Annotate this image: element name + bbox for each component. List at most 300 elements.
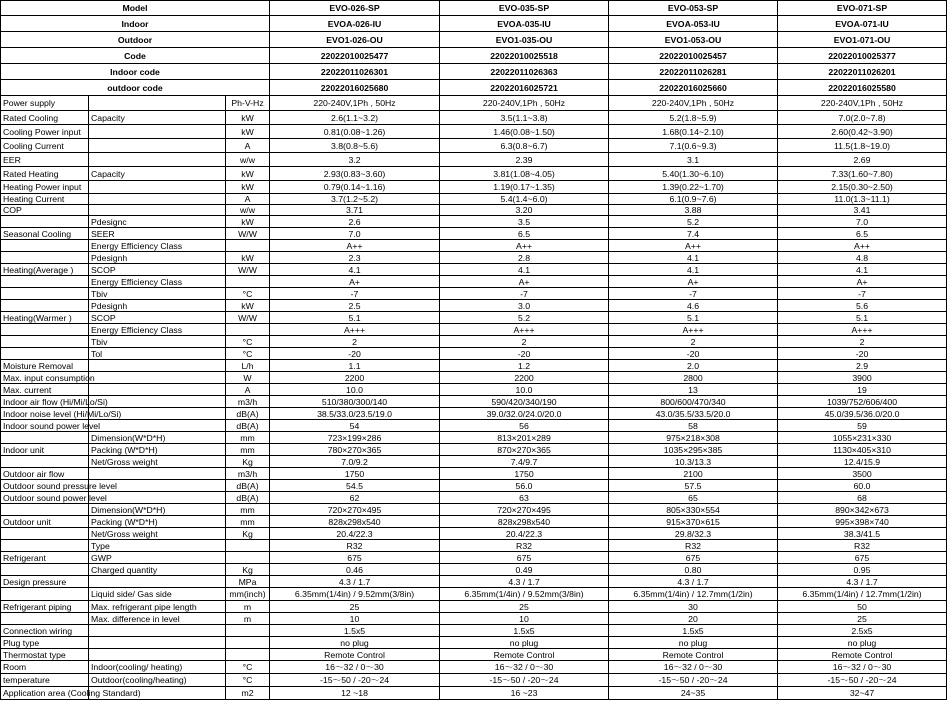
param-label (1, 528, 89, 540)
header-row (1, 48, 947, 64)
value-cell: 2.93(0.83~3.60) (270, 167, 440, 181)
spec-row (1, 637, 947, 649)
spec-row (1, 336, 947, 348)
value-cell: 890×342×673 (778, 504, 947, 516)
model-cell: EVO-071-SP (778, 1, 947, 16)
value-cell: 590/420/340/190 (440, 396, 609, 408)
unit-cell (226, 625, 270, 637)
value-cell: 3.41 (778, 205, 947, 216)
value-cell: no plug (440, 637, 609, 649)
param-label (1, 456, 89, 468)
value-cell: 5.6 (778, 300, 947, 312)
header-label: Indoor code (1, 64, 270, 80)
value-cell: 2100 (609, 468, 778, 480)
unit-cell: dB(A) (226, 408, 270, 420)
value-cell: 4.3 / 1.7 (270, 576, 440, 588)
value-cell: 2.69 (778, 153, 947, 167)
param-label (1, 504, 89, 516)
unit-cell: kW (226, 216, 270, 228)
value-cell: 2 (440, 336, 609, 348)
value-cell: 4.3 / 1.7 (440, 576, 609, 588)
value-cell: 57.5 (609, 480, 778, 492)
value-cell: A+++ (270, 324, 440, 336)
spec-row (1, 674, 947, 687)
unit-cell: A (226, 384, 270, 396)
param-sublabel (89, 153, 226, 167)
value-cell: 5.4(1.4~6.0) (440, 194, 609, 205)
value-cell: 3500 (778, 468, 947, 480)
param-label: Outdoor air flow (1, 468, 89, 480)
value-cell: -7 (609, 288, 778, 300)
value-cell: 59 (778, 420, 947, 432)
param-sublabel: Energy Efficiency Class (89, 240, 226, 252)
spec-row (1, 420, 947, 432)
value-cell: 5.1 (609, 312, 778, 324)
param-sublabel: Pdesignh (89, 300, 226, 312)
value-cell: 54.5 (270, 480, 440, 492)
value-cell: -20 (778, 348, 947, 360)
value-cell: Remote Control (270, 649, 440, 661)
value-cell: 20 (609, 613, 778, 625)
value-cell: A++ (778, 240, 947, 252)
param-label (1, 240, 89, 252)
header-label: outdoor code (1, 80, 270, 96)
spec-row (1, 194, 947, 205)
unit-cell (226, 637, 270, 649)
unit-cell: mm (226, 444, 270, 456)
value-cell: 813×201×289 (440, 432, 609, 444)
param-label: Outdoor unit (1, 516, 89, 528)
value-cell: 1.68(0.14~2.10) (609, 125, 778, 139)
param-label (1, 588, 89, 601)
value-cell: 65 (609, 492, 778, 504)
param-label: EER (1, 153, 89, 167)
param-sublabel: Capacity (89, 111, 226, 125)
param-sublabel: Tbiv (89, 288, 226, 300)
value-cell: 828x298x540 (270, 516, 440, 528)
value-cell: 7.0/9.2 (270, 456, 440, 468)
spec-row (1, 276, 947, 288)
param-label: Heating Power input (1, 181, 89, 194)
spec-row (1, 528, 947, 540)
value-cell: 25 (778, 613, 947, 625)
value-cell: 3900 (778, 372, 947, 384)
spec-row (1, 324, 947, 336)
value-cell: 720×270×495 (440, 504, 609, 516)
spec-row (1, 125, 947, 139)
value-cell: 2.6(1.1~3.2) (270, 111, 440, 125)
value-cell: Remote Control (778, 649, 947, 661)
value-cell: 7.33(1.60~7.80) (778, 167, 947, 181)
value-cell: A++ (440, 240, 609, 252)
value-cell: 2800 (609, 372, 778, 384)
value-cell: -20 (270, 348, 440, 360)
value-cell: 4.8 (778, 252, 947, 264)
value-cell: 12.4/15.9 (778, 456, 947, 468)
param-label: Outdoor sound power level (1, 492, 89, 504)
value-cell: -20 (609, 348, 778, 360)
spec-row (1, 153, 947, 167)
value-cell: Remote Control (609, 649, 778, 661)
value-cell: 3.81(1.08~4.05) (440, 167, 609, 181)
unit-cell: °C (226, 336, 270, 348)
spec-row (1, 588, 947, 601)
param-sublabel (89, 181, 226, 194)
value-cell: 43.0/35.5/33.5/20.0 (609, 408, 778, 420)
value-cell: 975×218×308 (609, 432, 778, 444)
value-cell: 2.60(0.42~3.90) (778, 125, 947, 139)
value-cell: 800/600/470/340 (609, 396, 778, 408)
value-cell: 220-240V,1Ph , 50Hz (440, 96, 609, 111)
unit-cell: m (226, 613, 270, 625)
param-label: Thermostat type (1, 649, 89, 661)
model-cell: EVO1-053-OU (609, 32, 778, 48)
value-cell: 675 (270, 552, 440, 564)
param-sublabel (89, 384, 226, 396)
value-cell: 7.0(2.0~7.8) (778, 111, 947, 125)
model-cell: 22022016025660 (609, 80, 778, 96)
value-cell: 2.5x5 (778, 625, 947, 637)
value-cell: 780×270×365 (270, 444, 440, 456)
param-label: Rated Heating (1, 167, 89, 181)
param-sublabel (89, 625, 226, 637)
param-sublabel: Outdoor(cooling/heating) (89, 674, 226, 687)
model-cell: EVOA-071-IU (778, 16, 947, 32)
param-sublabel: Packing (W*D*H) (89, 516, 226, 528)
spec-row (1, 240, 947, 252)
value-cell: 6.35mm(1/4in) / 12.7mm(1/2in) (778, 588, 947, 601)
value-cell: 4.3 / 1.7 (609, 576, 778, 588)
value-cell: 0.95 (778, 564, 947, 576)
value-cell: 1130×405×310 (778, 444, 947, 456)
value-cell: -15～50 / -20～24 (270, 674, 440, 687)
value-cell: 1750 (270, 468, 440, 480)
value-cell: 60.0 (778, 480, 947, 492)
param-label: COP (1, 205, 89, 216)
param-sublabel: SCOP (89, 264, 226, 276)
spec-row (1, 661, 947, 674)
param-sublabel: SCOP (89, 312, 226, 324)
value-cell: 0.49 (440, 564, 609, 576)
value-cell: 10 (440, 613, 609, 625)
value-cell: 4.1 (609, 264, 778, 276)
param-label: Indoor noise level (Hi/Mi/Lo/Si) (1, 408, 89, 420)
param-sublabel: Net/Gross weight (89, 528, 226, 540)
value-cell: R32 (270, 540, 440, 552)
value-cell: 63 (440, 492, 609, 504)
param-label: Heating(Warmer ) (1, 312, 89, 324)
model-cell: 22022011026281 (609, 64, 778, 80)
spec-row (1, 625, 947, 637)
spec-row (1, 384, 947, 396)
param-label: Heating Current (1, 194, 89, 205)
unit-cell: W (226, 372, 270, 384)
value-cell: 25 (270, 601, 440, 613)
param-label (1, 348, 89, 360)
param-sublabel: Liquid side/ Gas side (89, 588, 226, 601)
unit-cell: w/w (226, 205, 270, 216)
unit-cell: m2 (226, 687, 270, 700)
value-cell: 11.0(1.3~11.1) (778, 194, 947, 205)
value-cell: 58 (609, 420, 778, 432)
unit-cell: Kg (226, 528, 270, 540)
spec-row (1, 540, 947, 552)
value-cell: -15～50 / -20～24 (609, 674, 778, 687)
spec-row (1, 516, 947, 528)
value-cell: A+ (609, 276, 778, 288)
value-cell: 4.1 (270, 264, 440, 276)
value-cell: 1055×231×330 (778, 432, 947, 444)
param-sublabel: Energy Efficiency Class (89, 276, 226, 288)
unit-cell (226, 240, 270, 252)
unit-cell: kW (226, 252, 270, 264)
param-label (1, 276, 89, 288)
param-sublabel: Dimension(W*D*H) (89, 504, 226, 516)
value-cell: -15～50 / -20～24 (778, 674, 947, 687)
value-cell: 220-240V,1Ph , 50Hz (609, 96, 778, 111)
value-cell: 3.20 (440, 205, 609, 216)
spec-row (1, 228, 947, 240)
value-cell: 2.0 (609, 360, 778, 372)
value-cell: 12 ~18 (270, 687, 440, 700)
param-label: Indoor air flow (Hi/Mi/Lo/Si) (1, 396, 89, 408)
value-cell: 6.5 (440, 228, 609, 240)
param-label: Design pressure (1, 576, 89, 588)
value-cell: no plug (609, 637, 778, 649)
value-cell: 2.8 (440, 252, 609, 264)
value-cell: 10.3/13.3 (609, 456, 778, 468)
spec-row (1, 408, 947, 420)
param-label: Power supply (1, 96, 89, 111)
param-label: Connection wiring (1, 625, 89, 637)
value-cell: 10 (270, 613, 440, 625)
param-sublabel: Packing (W*D*H) (89, 444, 226, 456)
value-cell: A+ (270, 276, 440, 288)
spec-row (1, 205, 947, 216)
value-cell: 3.7(1.2~5.2) (270, 194, 440, 205)
value-cell: 16～32 / 0～30 (609, 661, 778, 674)
param-sublabel (89, 396, 226, 408)
spec-row (1, 167, 947, 181)
param-label: Indoor sound power level (1, 420, 89, 432)
spec-row (1, 444, 947, 456)
unit-cell: A (226, 194, 270, 205)
spec-row (1, 480, 947, 492)
unit-cell: kW (226, 167, 270, 181)
value-cell: 915×370×615 (609, 516, 778, 528)
unit-cell (226, 276, 270, 288)
unit-cell: L/h (226, 360, 270, 372)
value-cell: 3.8(0.8~5.6) (270, 139, 440, 153)
value-cell: 1039/752/606/400 (778, 396, 947, 408)
param-sublabel (89, 194, 226, 205)
model-cell: 22022011026301 (270, 64, 440, 80)
spec-row (1, 504, 947, 516)
unit-cell: Ph-V-Hz (226, 96, 270, 111)
value-cell: 24~35 (609, 687, 778, 700)
unit-cell: mm (226, 432, 270, 444)
param-label: Moisture Removal (1, 360, 89, 372)
model-cell: EVO-053-SP (609, 1, 778, 16)
model-cell: 22022016025721 (440, 80, 609, 96)
param-label: Refrigerant (1, 552, 89, 564)
value-cell: 32~47 (778, 687, 947, 700)
model-cell: EVOA-053-IU (609, 16, 778, 32)
value-cell: 7.1(0.6~9.3) (609, 139, 778, 153)
value-cell: 39.0/32.0/24.0/20.0 (440, 408, 609, 420)
param-sublabel (89, 649, 226, 661)
param-label: Cooling Power input (1, 125, 89, 139)
model-cell: 22022016025680 (270, 80, 440, 96)
model-cell: EVO-026-SP (270, 1, 440, 16)
spec-row (1, 360, 947, 372)
unit-cell: °C (226, 288, 270, 300)
unit-cell: m3/h (226, 396, 270, 408)
value-cell: 10.0 (440, 384, 609, 396)
model-cell: 22022011026363 (440, 64, 609, 80)
model-cell: 22022010025457 (609, 48, 778, 64)
spec-row (1, 252, 947, 264)
param-sublabel: SEER (89, 228, 226, 240)
model-cell: 22022011026201 (778, 64, 947, 80)
unit-cell: °C (226, 674, 270, 687)
param-sublabel: Tbiv (89, 336, 226, 348)
value-cell: 675 (609, 552, 778, 564)
header-row (1, 16, 947, 32)
value-cell: 3.5 (440, 216, 609, 228)
value-cell: 50 (778, 601, 947, 613)
value-cell: 2 (778, 336, 947, 348)
header-label: Model (1, 1, 270, 16)
value-cell: 19 (778, 384, 947, 396)
value-cell: 510/380/300/140 (270, 396, 440, 408)
model-cell: EVOA-035-IU (440, 16, 609, 32)
value-cell: -7 (440, 288, 609, 300)
spec-row (1, 300, 947, 312)
unit-cell: kW (226, 125, 270, 139)
value-cell: 2 (270, 336, 440, 348)
header-label: Indoor (1, 16, 270, 32)
param-sublabel: Tol (89, 348, 226, 360)
value-cell: 1.39(0.22~1.70) (609, 181, 778, 194)
spec-table-body (1, 1, 947, 700)
value-cell: 6.35mm(1/4in) / 12.7mm(1/2in) (609, 588, 778, 601)
value-cell: 7.4 (609, 228, 778, 240)
param-label (1, 336, 89, 348)
unit-cell: w/w (226, 153, 270, 167)
unit-cell: dB(A) (226, 420, 270, 432)
value-cell: 5.2 (440, 312, 609, 324)
value-cell: -7 (778, 288, 947, 300)
value-cell: 1750 (440, 468, 609, 480)
unit-cell: kW (226, 181, 270, 194)
value-cell: A++ (270, 240, 440, 252)
value-cell: 38.3/41.5 (778, 528, 947, 540)
param-label: Indoor unit (1, 444, 89, 456)
param-sublabel (89, 372, 226, 384)
spec-row (1, 687, 947, 700)
param-sublabel: Pdesignh (89, 252, 226, 264)
value-cell: 45.0/39.5/36.0/20.0 (778, 408, 947, 420)
value-cell: 3.2 (270, 153, 440, 167)
value-cell: 4.3 / 1.7 (778, 576, 947, 588)
value-cell: A+ (778, 276, 947, 288)
param-label: Max. input consumption (1, 372, 89, 384)
model-cell: 22022016025580 (778, 80, 947, 96)
spec-row (1, 288, 947, 300)
value-cell: 5.1 (778, 312, 947, 324)
unit-cell: dB(A) (226, 480, 270, 492)
value-cell: 16 ~23 (440, 687, 609, 700)
unit-cell: kW (226, 111, 270, 125)
header-label: Code (1, 48, 270, 64)
model-cell: EVOA-026-IU (270, 16, 440, 32)
param-label: Seasonal Cooling (1, 228, 89, 240)
value-cell: 7.0 (778, 216, 947, 228)
value-cell: 16～32 / 0～30 (270, 661, 440, 674)
param-sublabel: Charged quantity (89, 564, 226, 576)
value-cell: 4.1 (609, 252, 778, 264)
value-cell: 1.1 (270, 360, 440, 372)
spec-row (1, 456, 947, 468)
param-label (1, 300, 89, 312)
value-cell: 62 (270, 492, 440, 504)
value-cell: 3.71 (270, 205, 440, 216)
value-cell: 20.4/22.3 (440, 528, 609, 540)
spec-row (1, 576, 947, 588)
param-label: Room (1, 661, 89, 674)
param-label: Refrigerant piping (1, 601, 89, 613)
value-cell: 30 (609, 601, 778, 613)
spec-row (1, 312, 947, 324)
unit-cell: MPa (226, 576, 270, 588)
param-sublabel (89, 468, 226, 480)
spec-row (1, 372, 947, 384)
param-label (1, 432, 89, 444)
param-sublabel: Energy Efficiency Class (89, 324, 226, 336)
value-cell: 720×270×495 (270, 504, 440, 516)
value-cell: 220-240V,1Ph , 50Hz (270, 96, 440, 111)
value-cell: 2.5 (270, 300, 440, 312)
value-cell: 7.0 (270, 228, 440, 240)
value-cell: no plug (778, 637, 947, 649)
value-cell: R32 (778, 540, 947, 552)
header-row (1, 80, 947, 96)
value-cell: 5.2(1.8~5.9) (609, 111, 778, 125)
param-label: Max. current (1, 384, 89, 396)
spec-row (1, 216, 947, 228)
value-cell: 68 (778, 492, 947, 504)
value-cell: 5.2 (609, 216, 778, 228)
model-cell: 22022010025377 (778, 48, 947, 64)
value-cell: 1.19(0.17~1.35) (440, 181, 609, 194)
spec-row (1, 96, 947, 111)
value-cell: 3.88 (609, 205, 778, 216)
value-cell: Remote Control (440, 649, 609, 661)
spec-row (1, 552, 947, 564)
unit-cell: W/W (226, 312, 270, 324)
value-cell: 11.5(1.8~19.0) (778, 139, 947, 153)
spec-row (1, 139, 947, 153)
param-label: Heating(Average ) (1, 264, 89, 276)
spec-row (1, 264, 947, 276)
unit-cell: W/W (226, 264, 270, 276)
spec-row (1, 492, 947, 504)
value-cell: 56 (440, 420, 609, 432)
param-sublabel (89, 125, 226, 139)
value-cell: 16～32 / 0～30 (440, 661, 609, 674)
value-cell: -7 (270, 288, 440, 300)
